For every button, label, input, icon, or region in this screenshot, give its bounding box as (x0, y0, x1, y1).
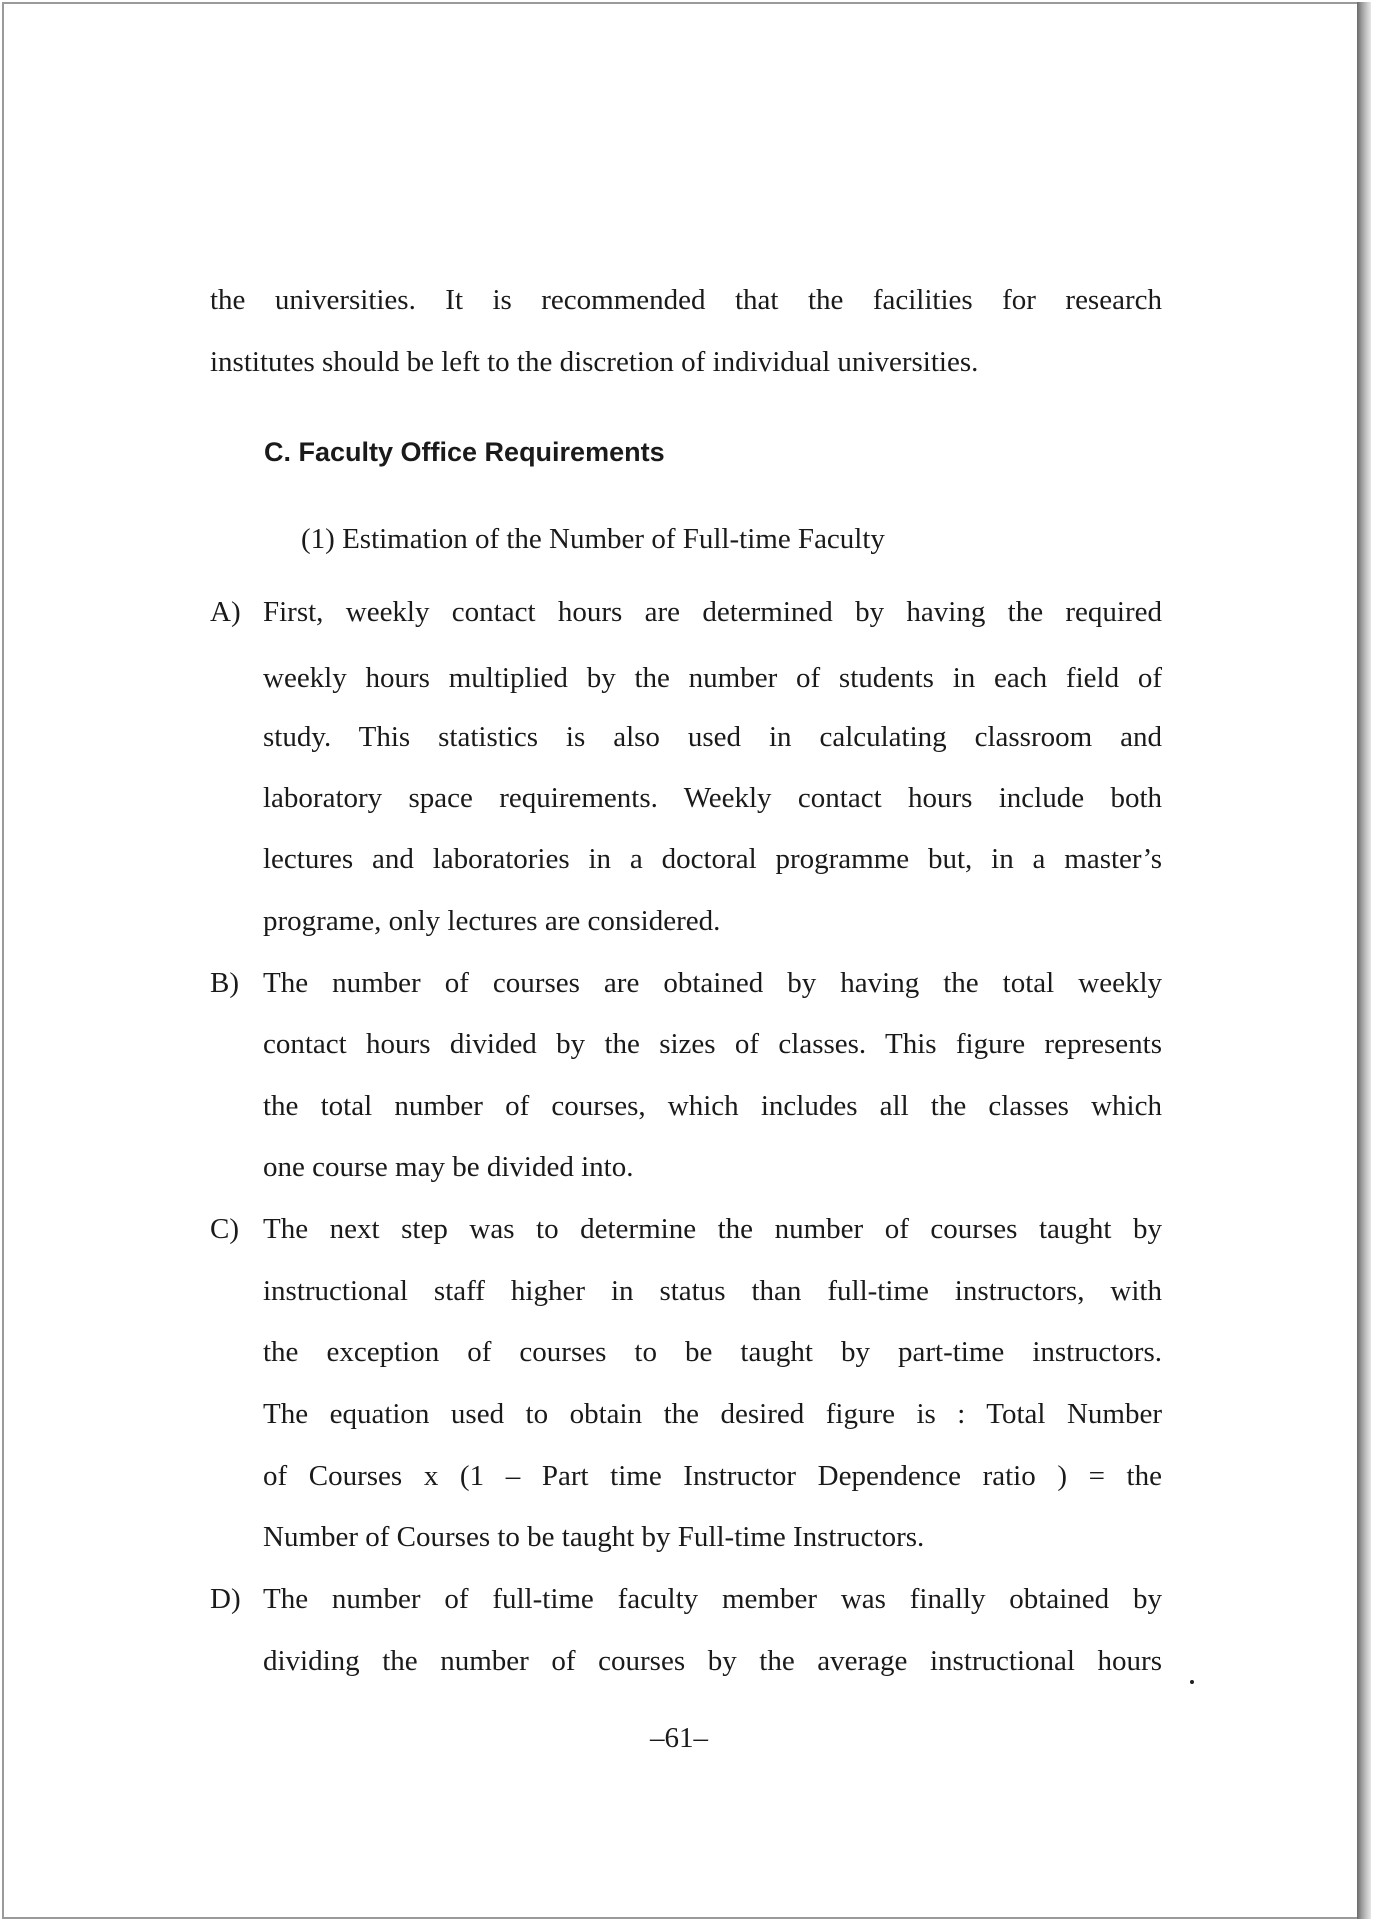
item-c-line-1: The next step was to determine the number of courses taught by (263, 1213, 1162, 1245)
item-c-line-6: Number of Courses to be taught by Full-time Instructors. (263, 1521, 925, 1553)
item-c-line-2: instructional staff higher in status than full-time instructors, with (263, 1275, 1162, 1307)
item-a-line-6: programe, only lectures are considered. (263, 905, 721, 937)
item-c-line-4: The equation used to obtain the desired figure is : Total Number (263, 1398, 1162, 1430)
item-marker-d: D) (210, 1583, 241, 1615)
item-c-line-3: the exception of courses to be taught by part-time instructors. (263, 1336, 1162, 1368)
item-d-line-2: dividing the number of courses by the average instructional hours (263, 1645, 1162, 1677)
intro-line-2: institutes should be left to the discretion of individual universities. (210, 346, 979, 378)
item-b-line-2: contact hours divided by the sizes of classes. This figure represents (263, 1028, 1162, 1060)
scan-speck (1190, 1680, 1194, 1684)
item-a-line-5: lectures and laboratories in a doctoral programme but, in a master’s (263, 843, 1162, 875)
page-number: –61– (650, 1722, 708, 1754)
section-heading: C. Faculty Office Requirements (264, 437, 665, 467)
page-edge-shadow (1357, 2, 1371, 1919)
document-page (2, 2, 1357, 1919)
item-c-line-5: of Courses x (1 – Part time Instructor Dependence ratio ) = the (263, 1460, 1162, 1492)
item-b-line-1: The number of courses are obtained by having the total weekly (263, 967, 1162, 999)
item-b-line-3: the total number of courses, which includes all the classes which (263, 1090, 1162, 1122)
item-b-line-4: one course may be divided into. (263, 1151, 634, 1183)
section-subheading: (1) Estimation of the Number of Full-time Faculty (301, 523, 885, 555)
item-marker-c: C) (210, 1213, 239, 1245)
item-a-line-3: study. This statistics is also used in calculating classroom and (263, 721, 1162, 753)
item-marker-a: A) (210, 596, 241, 628)
item-a-line-1: First, weekly contact hours are determined by having the required (263, 596, 1162, 628)
intro-line-1: the universities. It is recommended that the facilities for research (210, 284, 1162, 316)
item-d-line-1: The number of full-time faculty member was finally obtained by (263, 1583, 1162, 1615)
item-a-line-2: weekly hours multiplied by the number of students in each field of (263, 662, 1162, 694)
item-a-line-4: laboratory space requirements. Weekly contact hours include both (263, 782, 1162, 814)
item-marker-b: B) (210, 967, 239, 999)
